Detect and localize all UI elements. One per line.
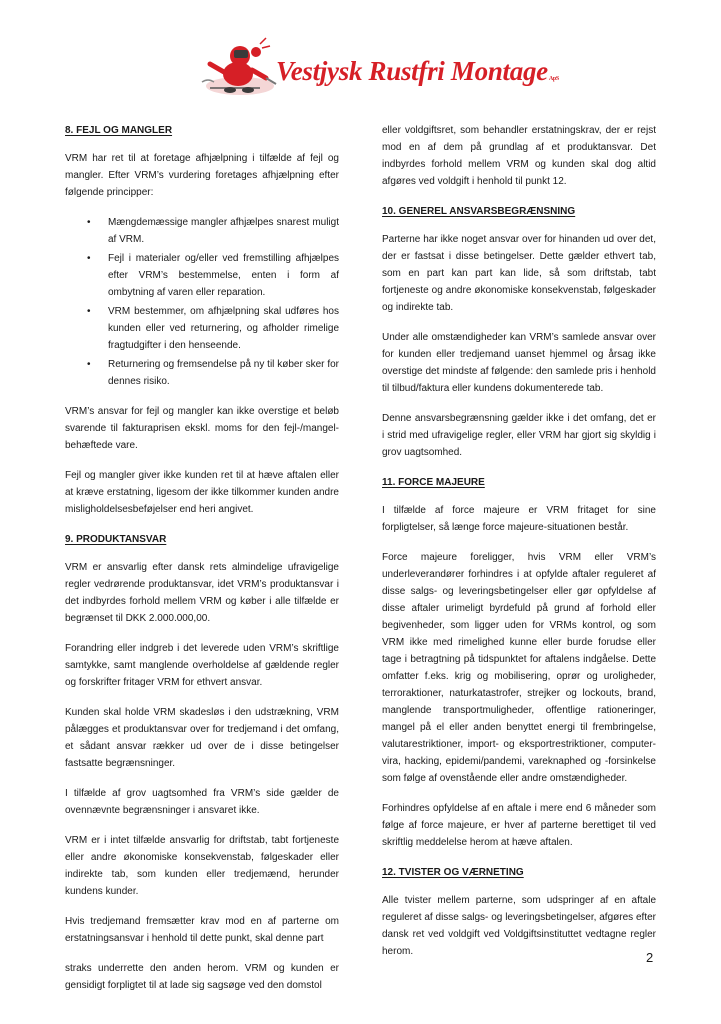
section-9-paragraph: Forandring eller indgreb i det leverede uden VRM’s skriftlige samtykke, samt manglende overholdelse af gældende regler og forskrifter fritager VRM for ethvert ansvar. [65,643,339,688]
section-9-paragraph: straks underrette den anden herom. VRM og kunden er gensidigt forpligtet til at lade sig sagsøge ved den domstol [65,963,339,991]
company-suffix: ApS [548,76,559,82]
right-column [382,122,656,973]
section-11-paragraph: Forhindres opfyldelse af en aftale i mere end 6 måneder som følge af force majeure, er hver af parterne berettiget til ved skriftlig meddelelse herom at hæve aftalen. [382,803,656,848]
section-10-title: 10. GENEREL ANSVARSBEGRÆNSNING [382,206,576,217]
left-column [65,122,339,1007]
section-11-paragraph: Force majeure foreligger, hvis VRM eller VRM’s underleverandører forhindres i at opfylde aftaler reguleret af disse salgs- og leveringsbetingelser eller gør opfyldelse af disse aftaler urimeligt byrdefuld på grund af forhold eller begivenheder, som ligger uden for VRMs kontrol, og som VRM ikke med rimelighed kunne eller burde forudse eller tage i betragtning på tidspunktet for aftalens indgåelse. Dette omfatter f.eks. krig og mobilisering, oprør og uroligheder, terroraktioner, naturkatastrofer, strejker og lockouts, brand, manglende transportmuligheder, offentlige rationeringer, mangel på el eller anden benyttet energi til frembringelse, valutarestriktioner, import- og eksportrestriktioner, computer-vira, hacking, epidemi/pandemi, vareknaphed og -forsinkelse som følge af ovenstående eller andre omstændigheder. [382,552,656,784]
section-11-title: 11. FORCE MAJEURE [382,477,485,488]
section-9-continued-paragraph: eller voldgiftsret, som behandler erstatningskrav, der er rejst mod en af dem på grundlag af et produktansvar. Det indbyrdes forhold mellem VRM og kunden skal dog altid afgøres ved voldgift i henhold til punkt 12. [382,125,656,187]
section-10-paragraph: Under alle omstændigheder kan VRM’s samlede ansvar over for kunden eller tredjemand uanset hjemmel og årsag ikke overstige det mindste af følgende: den samlede pris i henhold til tilbud/faktura eller kundens dokumenterede tab. [382,332,656,394]
section-12-paragraph: Alle tvister mellem parterne, som udspringer af en aftale reguleret af disse salgs- og leveringsbetingelser, afgøres efter dansk ret ved voldgift ved Voldgiftsinstituttet vedtagne regler herom. [382,895,656,957]
list-item: • Returnering og fremsendelse på ny til køber sker for dennes risiko. [108,356,339,390]
section-9-paragraph: Hvis tredjemand fremsætter krav mod en af parterne om erstatningsansvar i henhold til dette punkt, skal denne part [65,916,339,944]
page-number: 2 [646,950,654,965]
section-9-paragraph: VRM er i intet tilfælde ansvarlig for driftstab, tabt fortjeneste eller andre økonomiske konsekvenstab, følgeskader eller indirekte tab, som kunden eller tredjemænd, herunder kundens kunder. [65,835,339,897]
list-item: • Mængdemæssige mangler afhjælpes snarest muligt af VRM. [108,214,339,248]
section-9-title: 9. PRODUKTANSVAR [65,534,167,545]
list-item: • VRM bestemmer, om afhjælpning skal udføres hos kunden eller ved returnering, og afholder rimelige fragtudgifter i den henseende. [108,303,339,354]
section-11-paragraph: I tilfælde af force majeure er VRM fritaget for sine forpligtelser, så længe force majeure-situationen består. [382,505,656,533]
company-logo-text: Vestjysk Rustfri MontageApS [276,56,559,86]
section-9-paragraph: Kunden skal holde VRM skadesløs i den udstrækning, VRM pålægges et produktansvar over for tredjemand i det omfang, et sådant ansvar rækker ud over de i disse betingelser fastsatte begrænsninger. [65,707,339,769]
list-item: • Fejl i materialer og/eller ved fremstilling afhjælpes efter VRM’s bestemmelse, enten i form af ombytning af varen eller reparation. [108,250,339,301]
section-8-intro: VRM har ret til at foretage afhjælpning i tilfælde af fejl og mangler. Efter VRM’s vurdering foretages afhjælpning efter følgende principper: [65,153,339,198]
section-9-paragraph: I tilfælde af grov uagtsomhed fra VRM’s side gælder de ovennævnte begrænsninger i ansvaret ikke. [65,788,339,816]
section-10-paragraph: Parterne har ikke noget ansvar over for hinanden ud over det, der er fastsat i disse betingelser. Dette gælder ethvert tab, som en part kan part kan lide, så som driftstab, tabt fortjeneste og andre økonomiske konsekvenstab, følgeskader og indirekte tab. [382,234,656,313]
section-9-paragraph: VRM er ansvarlig efter dansk rets almindelige ufravigelige regler vedrørende produktansvar, idet VRM’s produktansvar i det indbyrdes forhold mellem VRM og køber i alle tilfælde er begrænset til DKK 2.000.000,00. [65,562,339,624]
section-10-paragraph: Denne ansvarsbegrænsning gælder ikke i det omfang, det er i strid med ufravigelige regler, eller VRM har gjort sig skyldig i grov uagtsomhed. [382,413,656,458]
section-12-title: 12. TVISTER OG VÆRNETING [382,867,524,878]
section-8-bullet-list [65,214,339,390]
welder-mascot-logo-icon [190,34,282,100]
header [190,34,559,100]
section-8-paragraph: VRM’s ansvar for fejl og mangler kan ikke overstige et beløb svarende til fakturaprisen ekskl. moms for den fejl-/mangel-behæftede vare. [65,406,339,451]
section-8-paragraph: Fejl og mangler giver ikke kunden ret til at hæve aftalen eller at kræve erstatning, ligesom der ikke tilkommer kunden andre misligholdelsesbeføjelser end heri angivet. [65,470,339,515]
section-8-title: 8. FEJL OG MANGLER [65,125,173,136]
